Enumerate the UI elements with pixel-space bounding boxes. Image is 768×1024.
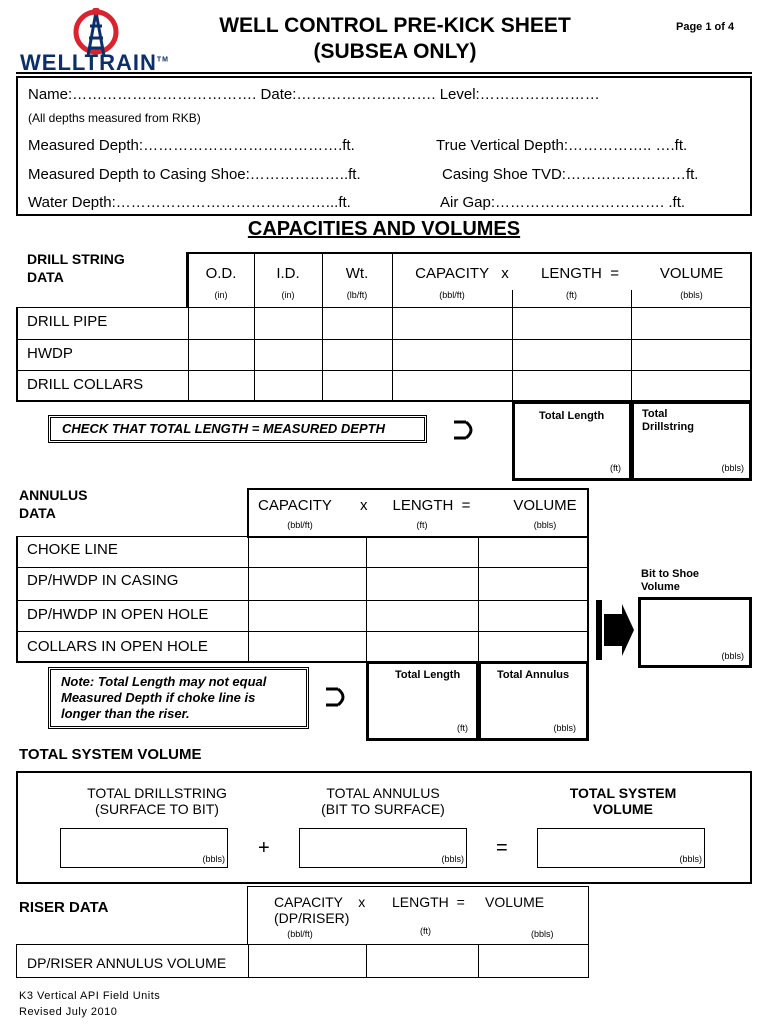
info-name-date-level[interactable]: Name:………………………………. Date:………………………. Level:…………………… [28,86,600,103]
riser-unit-volume: (bbls) [531,929,554,939]
an-row-dp-open-hole: DP/HWDP IN OPEN HOLE [27,606,209,623]
riser-row-label: DP/RISER ANNULUS VOLUME [27,955,227,971]
an-row-collars-open-hole: COLLARS IN OPEN HOLE [27,638,208,655]
riser-unit-length: (ft) [420,926,431,936]
an-header-capacity: CAPACITY [258,497,332,514]
footer-line2: Revised July 2010 [19,1006,118,1018]
ds-row-drill-pipe: DRILL PIPE [27,313,108,330]
an-row-dp-casing: DP/HWDP IN CASING [27,572,179,589]
annulus-note-box [50,669,307,727]
ds-header-capacity: CAPACITY x [415,265,509,282]
ds-header-length: LENGTH = [541,265,619,282]
tsv-unit-3: (bbls) [679,854,702,864]
tsv-col-system: TOTAL SYSTEM VOLUME [569,785,677,817]
an-header-volume: VOLUME [513,497,577,514]
info-casing-shoe-tvd[interactable]: Casing Shoe TVD:……………………ft. [442,166,699,183]
ds-unit-wt: (lb/ft) [346,290,368,300]
tsv-unit-1: (bbls) [202,854,225,864]
total-length-label: Total Length [539,410,605,422]
tsv-unit-2: (bbls) [441,854,464,864]
total-length-box[interactable] [512,401,632,481]
info-measured-depth[interactable]: Measured Depth:………………………………….ft. [28,137,355,154]
ds-unit-volume: (bbls) [680,290,703,300]
info-md-casing-shoe[interactable]: Measured Depth to Casing Shoe:………………..ft. [28,166,361,183]
ds-unit-length: (ft) [566,290,577,300]
tsv-col-drillstring: TOTAL DRILLSTRING (SURFACE TO BIT) [87,785,227,817]
total-annulus-label: Total Annulus [497,669,570,681]
arrow-right-icon-2 [324,685,352,709]
page-title-line1: WELL CONTROL PRE-KICK SHEET [219,14,571,37]
check-text: CHECK THAT TOTAL LENGTH = MEASURED DEPTH [62,421,385,436]
total-drillstring-box[interactable] [631,401,752,481]
ds-unit-od: (in) [214,290,228,300]
riser-header-volume: VOLUME [485,894,545,910]
plus-sign: + [258,837,270,859]
welltrain-logo [18,8,188,75]
an-row-choke-line: CHOKE LINE [27,541,118,558]
check-total-length-note [50,417,425,441]
an-unit-length: (ft) [416,520,428,530]
arrow-right-icon [452,418,480,442]
equals-sign: = [496,837,508,859]
annulus-total-length-unit: (ft) [457,723,468,733]
big-arrow-right-icon [596,600,636,660]
ds-unit-id: (in) [281,290,295,300]
tsv-col-annulus: TOTAL ANNULUS (BIT TO SURFACE) [321,785,445,817]
tsv-annulus-input[interactable] [299,828,467,868]
info-water-depth[interactable]: Water Depth:……………………………………...ft. [28,194,351,211]
tsv-drillstring-input[interactable] [60,828,228,868]
total-drillstring-unit: (bbls) [721,463,744,473]
total-annulus-box[interactable] [478,661,589,741]
info-air-gap[interactable]: Air Gap:……………………………. .ft. [440,194,686,211]
info-box [16,76,752,216]
drillstring-label: DRILL STRING DATA [27,251,125,285]
annulus-total-length-box[interactable] [366,661,479,741]
bit-to-shoe-label: Bit to Shoe Volume [641,568,700,593]
ds-row-hwdp: HWDP [27,345,73,362]
riser-unit-capacity: (bbl/ft) [287,929,313,939]
logo-tm: TM [156,56,170,64]
tsv-title: TOTAL SYSTEM VOLUME [19,746,202,763]
tsv-system-input[interactable] [537,828,705,868]
ds-unit-capacity: (bbl/ft) [439,290,465,300]
riser-header-capacity: CAPACITY x (DP/RISER) [274,894,366,926]
ds-header-id: I.D. [276,265,300,282]
info-true-vertical-depth[interactable]: True Vertical Depth:…………….. ….ft. [436,137,688,154]
total-drillstring-label: Total Drillstring [642,408,694,433]
page-number: Page 1 of 4 [676,21,735,33]
ds-header-volume: VOLUME [659,265,724,282]
page-title-line2: (SUBSEA ONLY) [313,40,477,63]
ds-header-od: O.D. [205,265,237,282]
tsv-box [16,771,752,884]
an-unit-capacity: (bbl/ft) [287,520,313,530]
total-length-unit: (ft) [610,463,621,473]
annulus-note-text: Note: Total Length may not equal Measured Depth if choke line is longer than the riser. [61,674,267,721]
ds-header-wt: Wt. [345,265,369,282]
bit-to-shoe-unit: (bbls) [721,651,744,661]
ds-row-drill-collars: DRILL COLLARS [27,376,144,393]
logo-text: WELLTRAIN [20,50,157,75]
info-depth-note: (All depths measured from RKB) [28,111,201,125]
total-annulus-unit: (bbls) [553,723,576,733]
annulus-label: ANNULUS DATA [19,487,88,521]
riser-header-length: LENGTH = [392,894,465,910]
an-header-length: x LENGTH = [360,497,471,514]
bit-to-shoe-box[interactable] [638,597,752,668]
riser-title: RISER DATA [19,899,109,916]
section-title: CAPACITIES AND VOLUMES [247,218,521,240]
an-unit-volume: (bbls) [533,520,557,530]
footer-line1: K3 Vertical API Field Units [19,990,161,1002]
annulus-total-length-label: Total Length [395,669,461,681]
